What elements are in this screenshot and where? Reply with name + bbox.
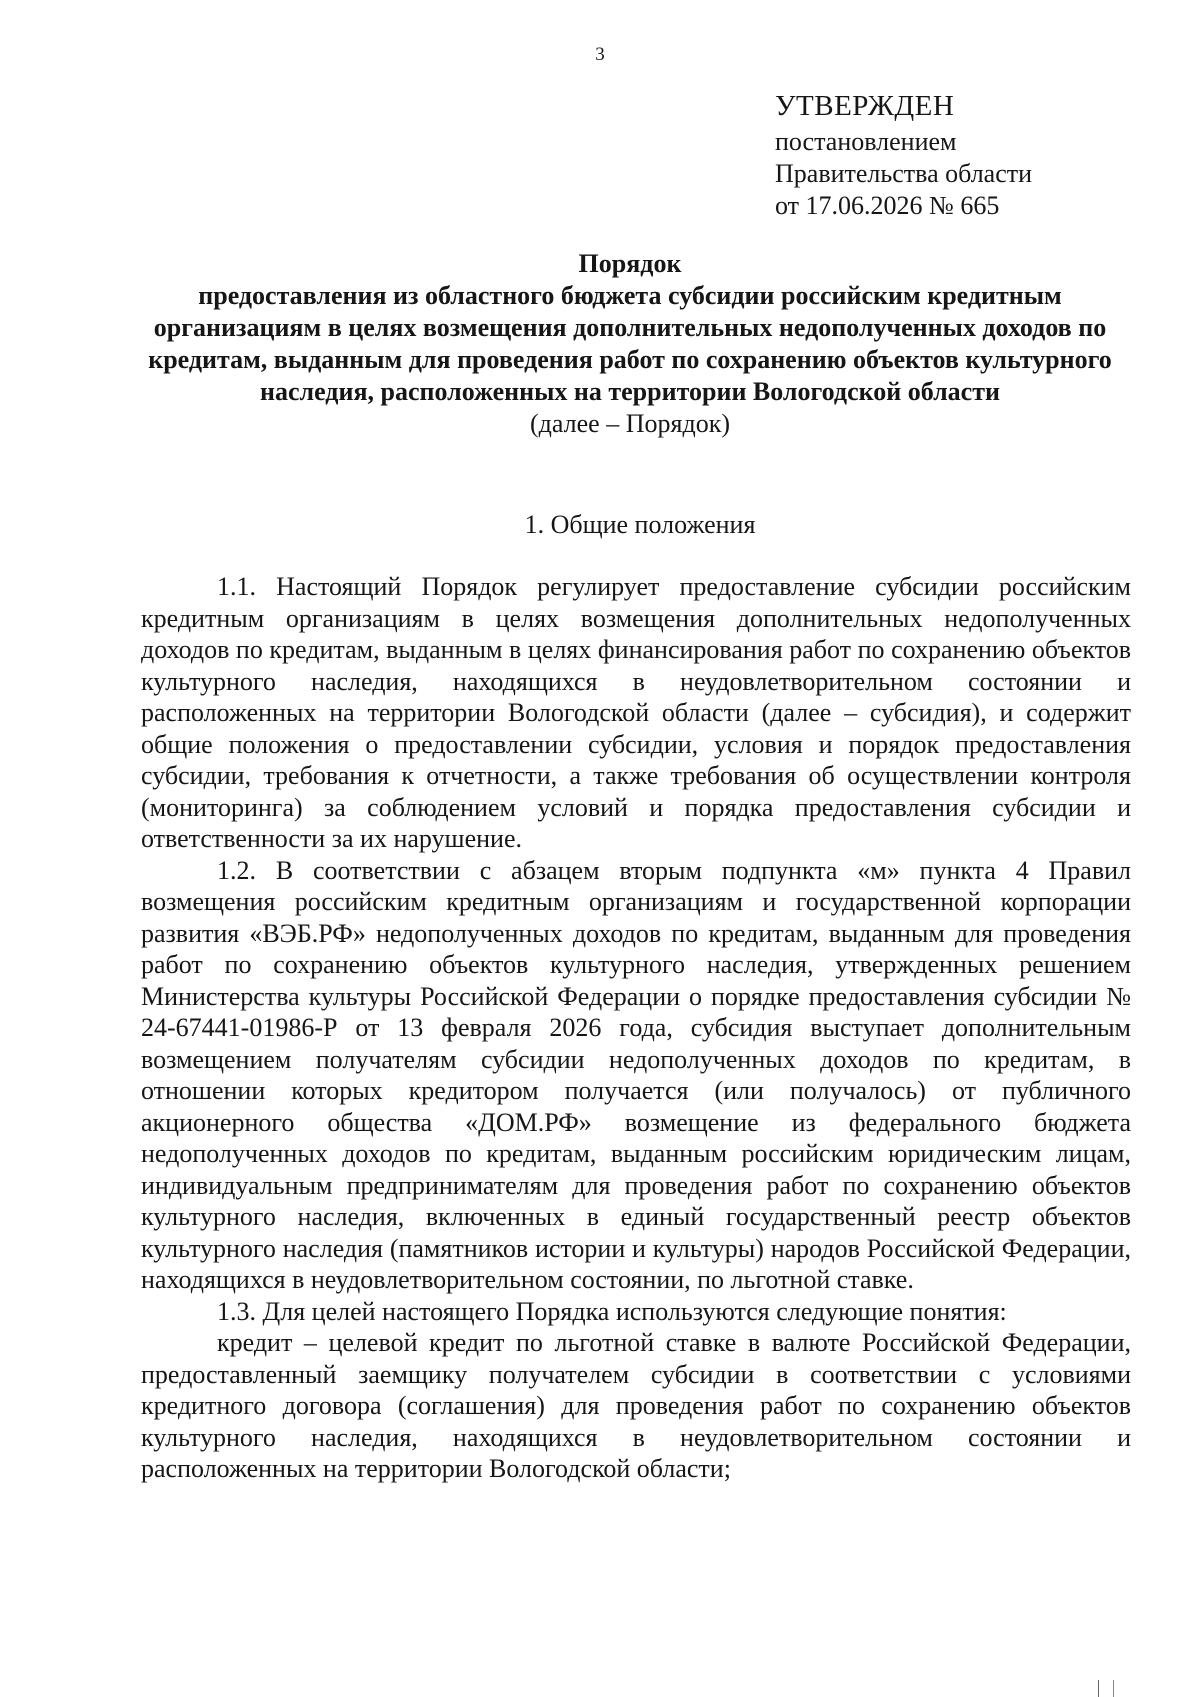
scan-margin-mark bbox=[1098, 1680, 1114, 1697]
approval-title: УТВЕРЖДЕН bbox=[775, 90, 955, 122]
document-title-block bbox=[140, 248, 1120, 440]
paragraph-1-2: 1.2. В соответствии с абзацем вторым подпункта «м» пункта 4 Правил возмещения российским кредитным организациям и государственной корпорации развития «ВЭБ.РФ» недополученных доходов по кредитам, выданным для проведения работ по сохранению объектов культурного наследия, утвержденных решением Министерства культуры Российской Федерации о порядке предоставления субсидии № 24-67441-01986-Р от 13 февраля 2026 года, субсидия выступает дополнительным возмещением получателям субсидии недополученных доходов по кредитам, в отношении которых кредитором получается (или получалось) от публичного акционерного общества «ДОМ.РФ» возмещение из федерального бюджета недополученных доходов по кредитам, выданным российским юридическим лицам, индивидуальным предпринимателям для проведения работ по сохранению объектов культурного наследия, включенных в единый государственный реестр объектов культурного наследия (памятников истории и культуры) народов Российской Федерации, находящихся в неудовлетворительном состоянии, по льготной ставке. bbox=[141, 855, 1131, 1294]
document-subtitle: предоставления из областного бюджета субсидии российским кредитным организациям в целях возмещения дополнительных недополученных доходов по кредитам, выданным для проведения работ по сохранению объектов культурного наследия, расположенных на территории Вологодской области bbox=[148, 281, 1112, 406]
paragraph-credit-definition: кредит – целевой кредит по льготной ставке в валюте Российской Федерации, предоставленный заемщику получателем субсидии в соответствии с условиями кредитного договора (соглашения) для проведения работ по сохранению объектов культурного наследия, находящихся в неудовлетворительном состоянии и расположенных на территории Вологодской области; bbox=[141, 1328, 1131, 1483]
document-short-name: (далее – Порядок) bbox=[530, 409, 730, 438]
paragraph-1-3: 1.3. Для целей настоящего Порядка используются следующие понятия: bbox=[217, 1296, 1007, 1326]
approval-stamp bbox=[775, 88, 1032, 222]
approval-line-1: постановлением bbox=[775, 127, 957, 156]
section-heading: 1. Общие положения bbox=[524, 510, 756, 539]
paragraph-1-1: 1.1. Настоящий Порядок регулирует предоставление субсидии российским кредитным организациям в целях возмещения дополнительных недополученных доходов по кредитам, выданным в целях финансирования работ по сохранению объектов культурного наследия, находящихся в неудовлетворительном состоянии и расположенных на территории Вологодской области (далее – субсидия), и содержит общие положения о предоставлении субсидии, условия и порядок предоставления субсидии, требования к отчетности, а также требования об осуществлении контроля (мониторинга) за соблюдением условий и порядка предоставления субсидии и ответственности за их нарушение. bbox=[141, 572, 1131, 853]
section-body bbox=[141, 571, 1131, 1485]
approval-line-3: от 17.06.2026 № 665 bbox=[775, 191, 1000, 220]
document-title: Порядок bbox=[578, 249, 682, 278]
page-number: 3 bbox=[595, 44, 605, 65]
approval-line-2: Правительства области bbox=[775, 159, 1033, 188]
